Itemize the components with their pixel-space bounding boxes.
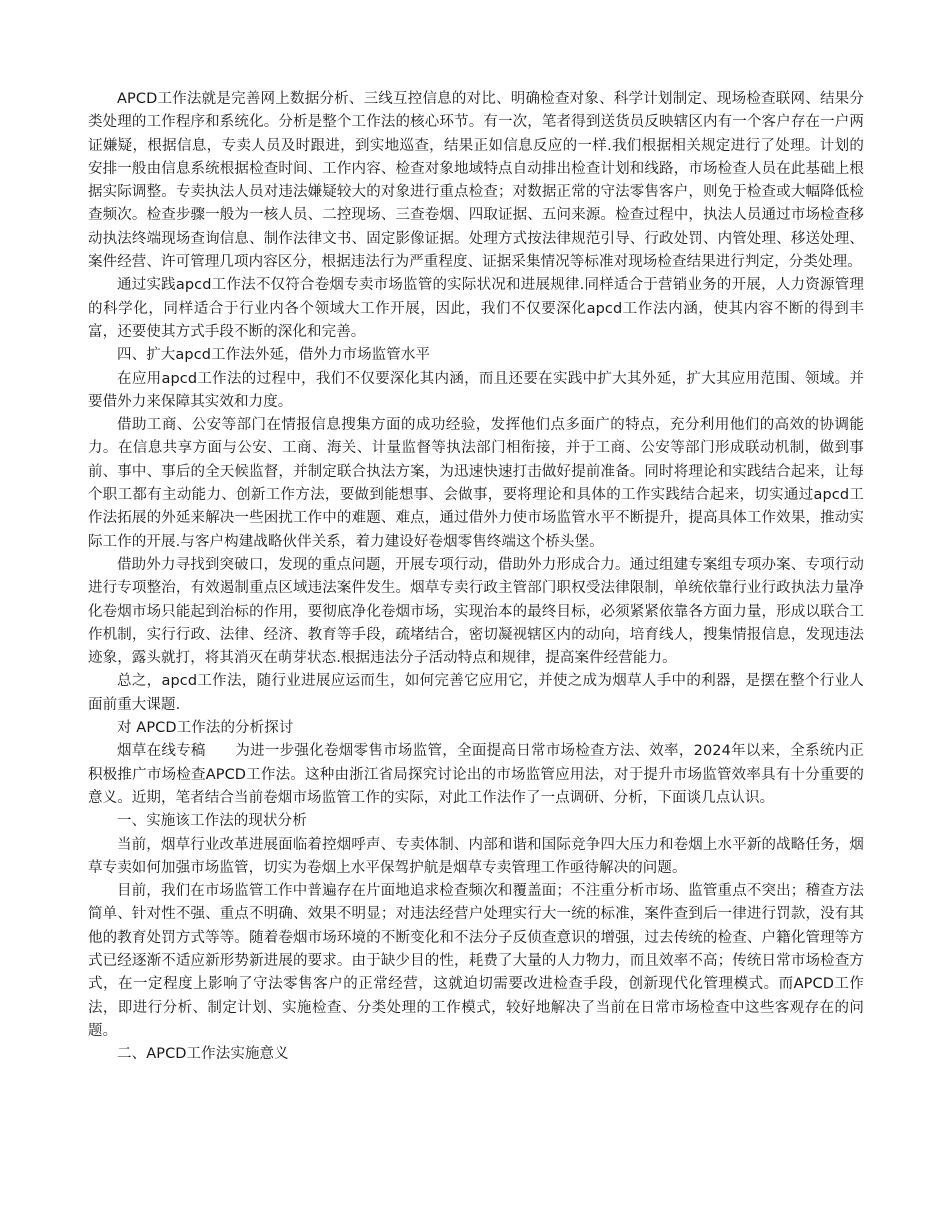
paragraph-breakthrough: 借助外力寻找到突破口，发现的重点问题，开展专项行动，借助外力形成合力。通过组建专案组专项办案、专项行动进行专项整治，有效遏制重点区域违法案件发生。烟草专卖行政主管部门职权受法律限制，单统依靠行业行政执法力量净化卷烟市场只能起到治标的作用，要彻底净化卷烟市场，实现治本的最终目标，必须紧紧依靠各方面力量，形成以联合工作机制，实行行政、法律、经济、教育等手段，疏堵结合，密切凝视辖区内的动向，培育线人，搜集情报信息，发现违法迹象，露头就打，将其消灭在萌芽状态.根据违法分子活动特点和规律，提高案件经营能力。	[88, 556, 864, 667]
paragraph-interagency: 借助工商、公安等部门在情报信息搜集方面的成功经验，发挥他们点多面广的特点，充分利用他们的高效的协调能力。在信息共享方面与公安、工商、海关、计量监督等执法部门相衔接，并于工商、公安等部门形成联动机制，做到事前、事中、事后的全天候监督，并制定联合执法方案，为迅速快速打击做好提前准备。同时将理论和实践结合起来，让每个职工都有主动能力、创新工作方法，要做到能想事、会做事，要将理论和具体的工作实践结合起来，切实通过apcd工作法拓展的外延来解决一些困扰工作中的难题、难点，通过借外力使市场监管水平不断提升，提高具体工作效果，推动实际工作的开展.与客户构建战略伙伴关系，着力建设好卷烟零售终端这个桥头堡。	[88, 417, 864, 550]
article-title: 对 APCD工作法的分析探讨	[117, 720, 294, 737]
paragraph-problems: 目前，我们在市场监管工作中普遍存在片面地追求检查频次和覆盖面；不注重分析市场、监管重点不突出；稽查方法简单、针对性不强、重点不明确、效果不明显；对违法经营户处理实行大一统的标准，案件查到后一律进行罚款，没有其他的教育处罚方式等等。随着卷烟市场环境的不断变化和不法分子反侦查意识的增强，过去传统的检查、户籍化管理等方式已经逐渐不适应新形势新进展的要求。由于缺少目的性，耗费了大量的人力物力，而且效率不高；传统日常市场检查方式，在一定程度上影响了守法零售客户的正常经营，这就迫切需要改进检查手段，创新现代化管理模式。而APCD工作法，即进行分析、制定计划、实施检查、分类处理的工作模式，较好地解决了当前在日常市场检查中这些客观存在的问题。	[88, 883, 864, 1039]
paragraph-apcd-practice: 通过实践apcd工作法不仅符合卷烟专卖市场监管的实际状况和进展规律.同样适合于营销业务的开展，人力资源管理的科学化，同样适合于行业内各个领域大工作开展，因此，我们不仅要深化apcd工作法内涵，使其内容不断的得到丰富，还要使其方式手段不断的深化和完善。	[88, 277, 864, 340]
paragraph-extend-scope: 在应用apcd工作法的过程中，我们不仅要深化其内涵，而且还要在实践中扩大其外延，扩大其应用范围、领域。并要借外力来保障其实效和力度。	[88, 370, 864, 410]
section-heading-two: 二、APCD工作法实施意义	[117, 1046, 289, 1063]
document-body	[88, 88, 864, 1066]
paragraph-apcd-definition: APCD工作法就是完善网上数据分析、三线互控信息的对比、明确检查对象、科学计划制定、现场检查联网、结果分类处理的工作程序和系统化。分析是整个工作法的核心环节。有一次，笔者得到送货员反映辖区内有一个客户存在一户两证嫌疑，根据信息，专卖人员及时跟进，到实地巡查，结果正如信息反应的一样.我们根据相关规定进行了处理。计划的安排一般由信息系统根据检查时间、工作内容、检查对象地域特点自动排出检查计划和线路，市场检查人员在此基础上根据实际调整。专卖执法人员对违法嫌疑较大的对象进行重点检查；对数据正常的守法零售客户，则免于检查或大幅降低检查频次。检查步骤一般为一核人员、二控现场、三查卷烟、四取证据、五问来源。检查过程中，执法人员通过市场检查移动执法终端现场查询信息、制作法律文书、固定影像证据。处理方式按法律规范引导、行政处罚、内管处理、移送处理、案件经营、许可管理几项内容区分，根据违法行为严重程度、证据采集情况等标准对现场检查结果进行判定，分类处理。	[88, 91, 864, 271]
section-heading-one: 一、实施该工作法的现状分析	[117, 813, 307, 830]
paragraph-current-situation: 当前，烟草行业改革进展面临着控烟呼声、专卖体制、内部和谐和国际竞争四大压力和卷烟上水平新的战略任务，烟草专卖如何加强市场监管，切实为卷烟上水平保驾护航是烟草专卖管理工作亟待解决的问题。	[88, 836, 864, 876]
section-heading-four: 四、扩大apcd工作法外延，借外力市场监管水平	[117, 347, 431, 364]
paragraph-conclusion: 总之，apcd工作法，随行业进展应运而生，如何完善它应用它，并使之成为烟草人手中的利器，是摆在整个行业人面前重大课题.	[88, 673, 864, 713]
paragraph-intro: 烟草在线专稿 为进一步强化卷烟零售市场监管，全面提高日常市场检查方法、效率，2024年以来，全系统内正积极推广市场检查APCD工作法。这种由浙江省局探究讨论出的市场监管应用法，对于提升市场监管效率具有十分重要的意义。近期，笔者结合当前卷烟市场监管工作的实际，对此工作法作了一点调研、分析，下面谈几点认识。	[88, 743, 864, 806]
